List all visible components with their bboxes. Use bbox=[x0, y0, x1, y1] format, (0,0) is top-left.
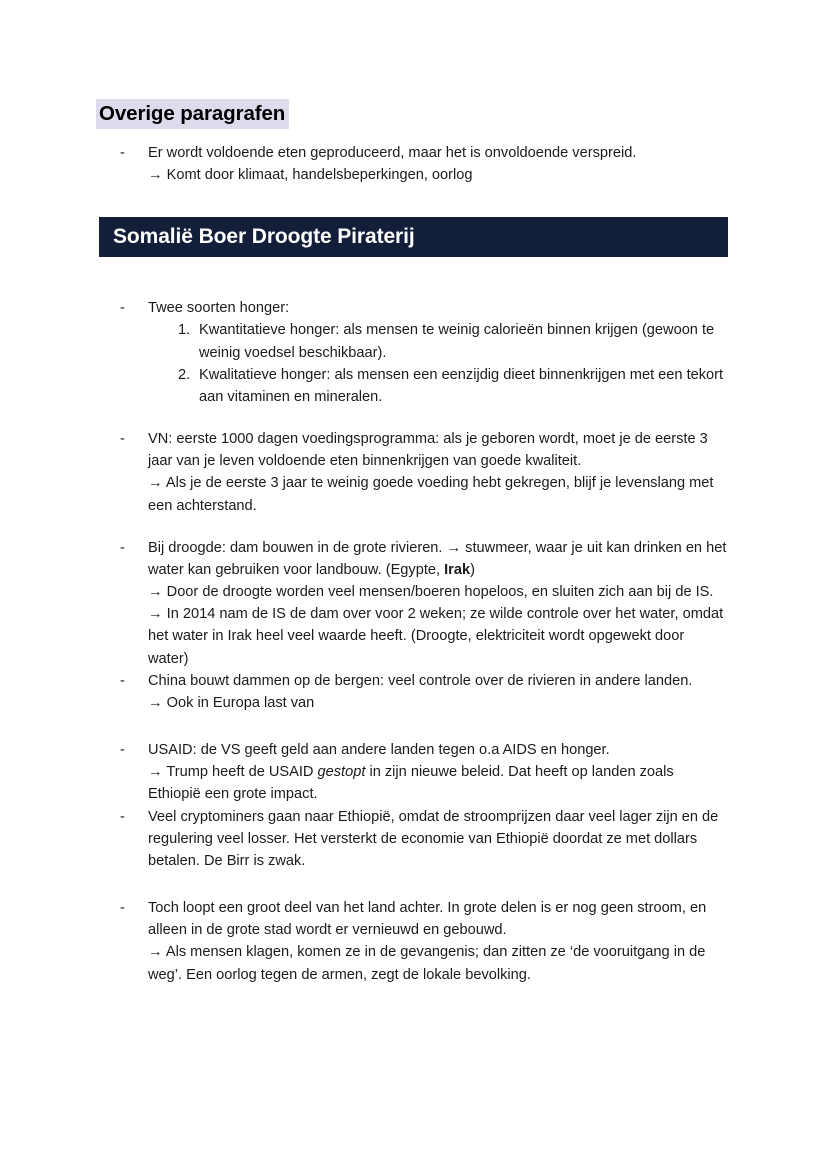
droogte-bold-irak: Irak bbox=[444, 561, 471, 578]
intro-bullet bbox=[99, 142, 728, 186]
bullet-droogte bbox=[99, 537, 728, 670]
usaid-line-1: USAID: de VS geeft geld aan andere landen tegen o.a AIDS en honger. bbox=[148, 742, 610, 759]
bullet-dash: - bbox=[120, 300, 125, 317]
list-item-text: Kwalitatieve honger: als mensen een eenzijdig dieet binnenkrijgen met een tekort aan vitaminen en mineralen. bbox=[199, 366, 724, 405]
bullet-dash: - bbox=[120, 900, 125, 917]
list-item bbox=[99, 319, 728, 363]
droogte-line-1 bbox=[148, 537, 728, 581]
droogte-line-2: → Door de droogte worden veel mensen/boeren hopeloos, en sluiten zich aan bij de IS. bbox=[148, 584, 714, 601]
honger-numbered-list bbox=[99, 319, 728, 408]
bullet-dash: - bbox=[120, 808, 125, 825]
achterstand-line-2: → Als mensen klagen, komen ze in de gevangenis; dan zitten ze ‘de vooruitgang in de weg’. Een oorlog tegen de armen, zegt de lokale bevolking. bbox=[148, 944, 706, 983]
achterstand-line-1: Toch loopt een groot deel van het land achter. In grote delen is er nog geen stroom, en alleen in de grote stad wordt er vernieuwd en gebouwd. bbox=[148, 900, 707, 939]
spacer bbox=[99, 131, 728, 142]
section-banner: Somalië Boer Droogte Piraterij bbox=[99, 217, 728, 257]
list-item-number: 2. bbox=[178, 366, 191, 383]
usaid-line-2 bbox=[148, 761, 728, 805]
page-title bbox=[99, 99, 728, 131]
usaid-line-2-part-a: → Trump heeft de USAID bbox=[148, 764, 318, 781]
spacer bbox=[99, 872, 728, 897]
bullet-dash: - bbox=[120, 742, 125, 759]
spacer bbox=[99, 257, 728, 297]
droogte-line-1-part-a: Bij droogde: dam bouwen in de grote rivieren. → stuwmeer, waar je uit kan drinken en het water kan gebruiken voor landbouw. (Egypte, bbox=[148, 539, 727, 578]
bullet-achterstand bbox=[99, 897, 728, 986]
bullet-dash: - bbox=[120, 539, 125, 556]
china-line-1: China bouwt dammen op de bergen: veel controle over de rivieren in andere landen. bbox=[148, 672, 693, 689]
honger-lead: Twee soorten honger: bbox=[148, 300, 290, 317]
spacer bbox=[99, 517, 728, 537]
bullet-china bbox=[99, 670, 728, 714]
spacer bbox=[99, 408, 728, 428]
usaid-italic-gestopt: gestopt bbox=[317, 764, 366, 781]
intro-bullet-line-1: Er wordt voldoende eten geproduceerd, maar het is onvoldoende verspreid. bbox=[148, 144, 637, 161]
china-line-2: → Ook in Europa last van bbox=[148, 694, 315, 711]
page-title-text: Overige paragrafen bbox=[96, 99, 289, 129]
usaid-line-2-part-b: in zijn nieuwe beleid. Dat heeft op landen zoals Ethiopië een grote impact. bbox=[148, 764, 674, 803]
spacer bbox=[99, 714, 728, 739]
bullet-dash: - bbox=[120, 431, 125, 448]
list-item-text: Kwantitatieve honger: als mensen te weinig calorieën binnen krijgen (gewoon te weinig voedsel beschikbaar). bbox=[199, 322, 715, 361]
list-item bbox=[99, 364, 728, 408]
bullet-vn bbox=[99, 428, 728, 517]
droogte-line-3: → In 2014 nam de IS de dam over voor 2 weken; ze wilde controle over het water, omdat het water in Irak heel veel waarde heeft. (Droogte, elektriciteit wordt opgewekt door water) bbox=[148, 606, 724, 667]
bullet-usaid bbox=[99, 739, 728, 806]
bullet-dash: - bbox=[120, 144, 125, 161]
bullet-honger bbox=[99, 297, 728, 319]
droogte-line-1-part-b: ) bbox=[470, 561, 475, 578]
bullet-cryptominers bbox=[99, 806, 728, 873]
vn-line-2: → Als je de eerste 3 jaar te weinig goede voeding hebt gekregen, blijf je levenslang met een achterstand. bbox=[148, 475, 714, 514]
bullet-dash: - bbox=[120, 672, 125, 689]
list-item-number: 1. bbox=[178, 322, 191, 339]
vn-line-1: VN: eerste 1000 dagen voedingsprogramma: als je geboren wordt, moet je de eerste 3 jaar van je leven voldoende eten binnenkrijgen van goede kwaliteit. bbox=[148, 431, 708, 470]
intro-bullet-line-2: → Komt door klimaat, handelsbeperkingen, oorlog bbox=[148, 166, 473, 183]
cryptominers-text: Veel cryptominers gaan naar Ethiopië, omdat de stroomprijzen daar veel lager zijn en de regulering veel losser. Het versterkt de economie van Ethiopië doordat ze met dollars betalen. De Birr is zwak. bbox=[148, 808, 719, 869]
